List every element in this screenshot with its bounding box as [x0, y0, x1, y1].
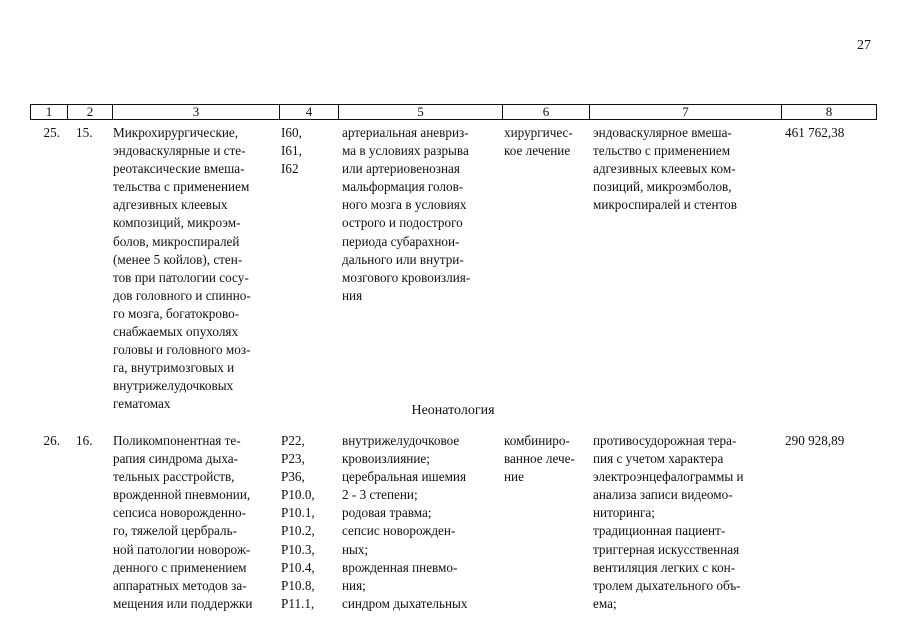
patient-model: артериальная аневриз- ма в условиях разрыва или артериовенозная мальформация голов- ного мозга в условиях острого и подострого периода субарахнои- дального или внутри- мозгового кровоизлия- ния	[342, 125, 471, 303]
cost-value: 290 928,89	[785, 433, 845, 448]
page-number: 27	[857, 38, 871, 53]
column-number: 7	[590, 105, 782, 120]
cost-value: 461 762,38	[785, 125, 845, 140]
row-subnumber: 15.	[76, 125, 93, 140]
treatment-type: комбиниро- ванное лече- ние	[504, 433, 575, 485]
icd-codes: I60, I61, I62	[281, 125, 302, 177]
row-number: 25.	[43, 125, 60, 140]
section-title: Неонатология	[411, 403, 495, 418]
column-number-header	[30, 104, 877, 120]
column-number: 1	[31, 105, 68, 120]
treatment-method: противосудорожная тера- пия с учетом характера электроэнцефалограммы и анализа записи видеомо- ниторинга; традиционная пациент- триггерная искусственная вентиляция легких с кон- тролем дыхательного объ- ема;	[593, 433, 744, 611]
column-number: 8	[782, 105, 877, 120]
care-type-name: Микрохирургические, эндоваскулярные и сте- реотаксические вмеша- тельства с применением адгезивных клеевых композиций, микроэм- болов, микроспиралей (менее 5 койлов), стен- тов при патологии сосу- дов головного и спинно- го мозга, богатокрово- снабжаемых опухолях головы и головного моз- га, внутримозговых и внутрижелудочковых гематомах	[113, 125, 251, 412]
icd-codes: P22, P23, P36, P10.0, P10.1, P10.2, P10.3, P10.4, P10.8, P11.1,	[281, 433, 315, 611]
column-number: 2	[68, 105, 113, 120]
row-subnumber: 16.	[76, 433, 93, 448]
column-number: 6	[503, 105, 590, 120]
column-number: 3	[113, 105, 280, 120]
patient-model: внутрижелудочковое кровоизлияние; церебральная ишемия 2 - 3 степени; родовая травма; сепсис новорожден- ных; врожденная пневмо- ния; синдром дыхательных	[342, 433, 468, 611]
treatment-type: хирургичес- кое лечение	[504, 125, 573, 159]
column-number: 4	[280, 105, 339, 120]
column-number: 5	[339, 105, 503, 120]
treatment-method: эндоваскулярное вмеша- тельство с применением адгезивных клеевых ком- позиций, микроэмболов, микроспиралей и стентов	[593, 125, 737, 213]
row-number: 26.	[43, 433, 60, 448]
care-type-name: Поликомпонентная те- рапия синдрома дыха- тельных расстройств, врожденной пневмонии, сепсиса новорожденно- го, тяжелой цербраль- ной патологии новорож- денного с применением аппаратных методов за- мещения или поддержки	[113, 433, 253, 611]
